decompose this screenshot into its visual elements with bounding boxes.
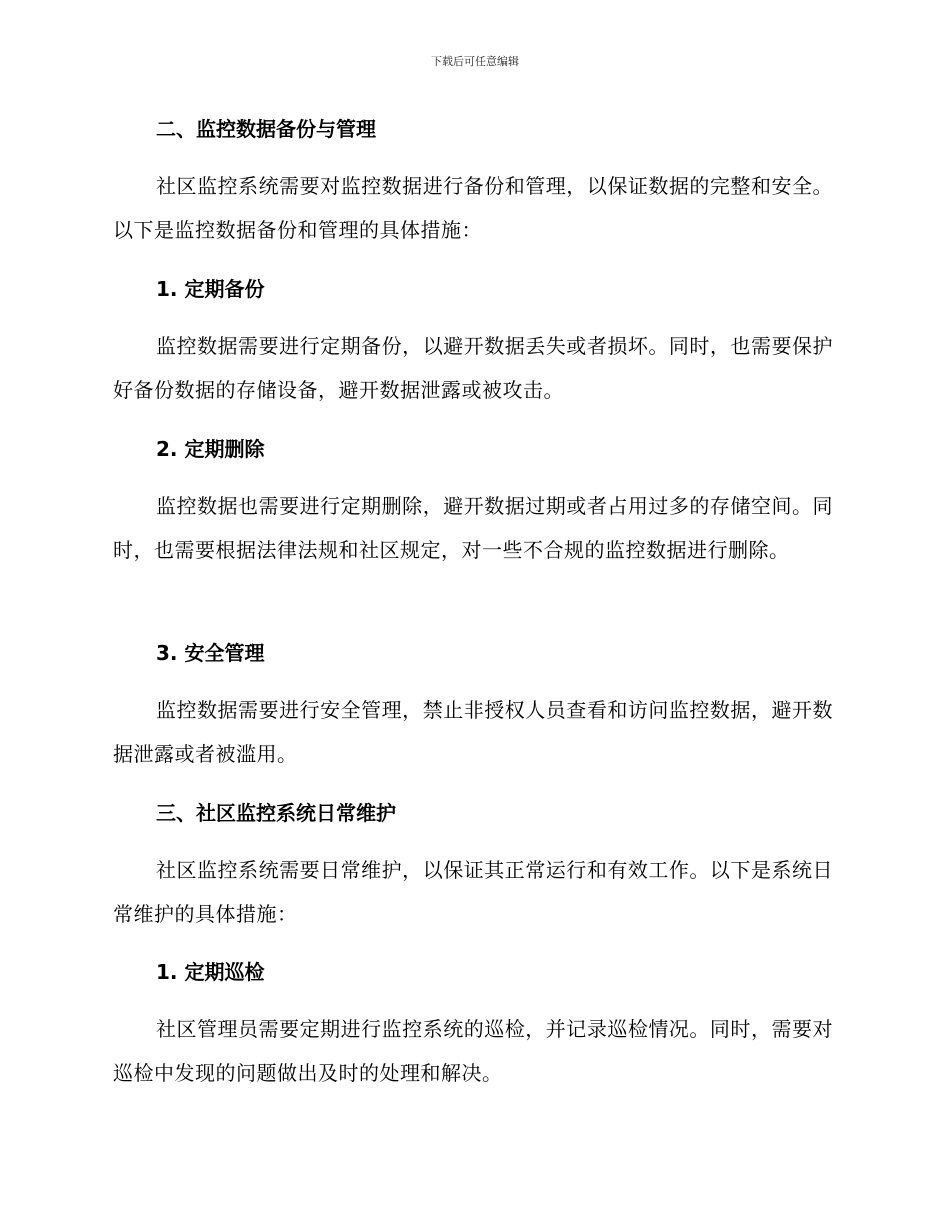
section-intro-paragraph: 社区监控系统需要对监控数据进行备份和管理，以保证数据的完整和安全。以下是监控数据备份和管理的具体措施： <box>113 174 833 242</box>
item-heading-security-management: 3. 安全管理 <box>156 641 265 665</box>
item-body-security-management: 监控数据需要进行安全管理，禁止非授权人员查看和访问监控数据，避开数据泄露或者被滥用。 <box>113 698 833 766</box>
item-heading-regular-backup: 1. 定期备份 <box>156 277 265 301</box>
item-heading-regular-inspection: 1. 定期巡检 <box>156 960 265 984</box>
item-heading-regular-deletion: 2. 定期删除 <box>156 437 265 461</box>
item-body-regular-inspection: 社区管理员需要定期进行监控系统的巡检，并记录巡检情况。同时，需要对巡检中发现的问题做出及时的处理和解决。 <box>113 1017 833 1085</box>
section-intro-paragraph-maintenance: 社区监控系统需要日常维护，以保证其正常运行和有效工作。以下是系统日常维护的具体措施： <box>113 858 833 926</box>
section-heading-daily-maintenance: 三、社区监控系统日常维护 <box>156 801 396 825</box>
page-header: 下载后可任意编辑 <box>431 55 519 68</box>
section-heading-backup-management: 二、监控数据备份与管理 <box>156 117 376 141</box>
item-body-regular-backup: 监控数据需要进行定期备份，以避开数据丢失或者损坏。同时，也需要保护好备份数据的存储设备，避开数据泄露或被攻击。 <box>113 334 833 402</box>
item-body-regular-deletion: 监控数据也需要进行定期删除，避开数据过期或者占用过多的存储空间。同时，也需要根据法律法规和社区规定，对一些不合规的监控数据进行删除。 <box>113 494 833 562</box>
